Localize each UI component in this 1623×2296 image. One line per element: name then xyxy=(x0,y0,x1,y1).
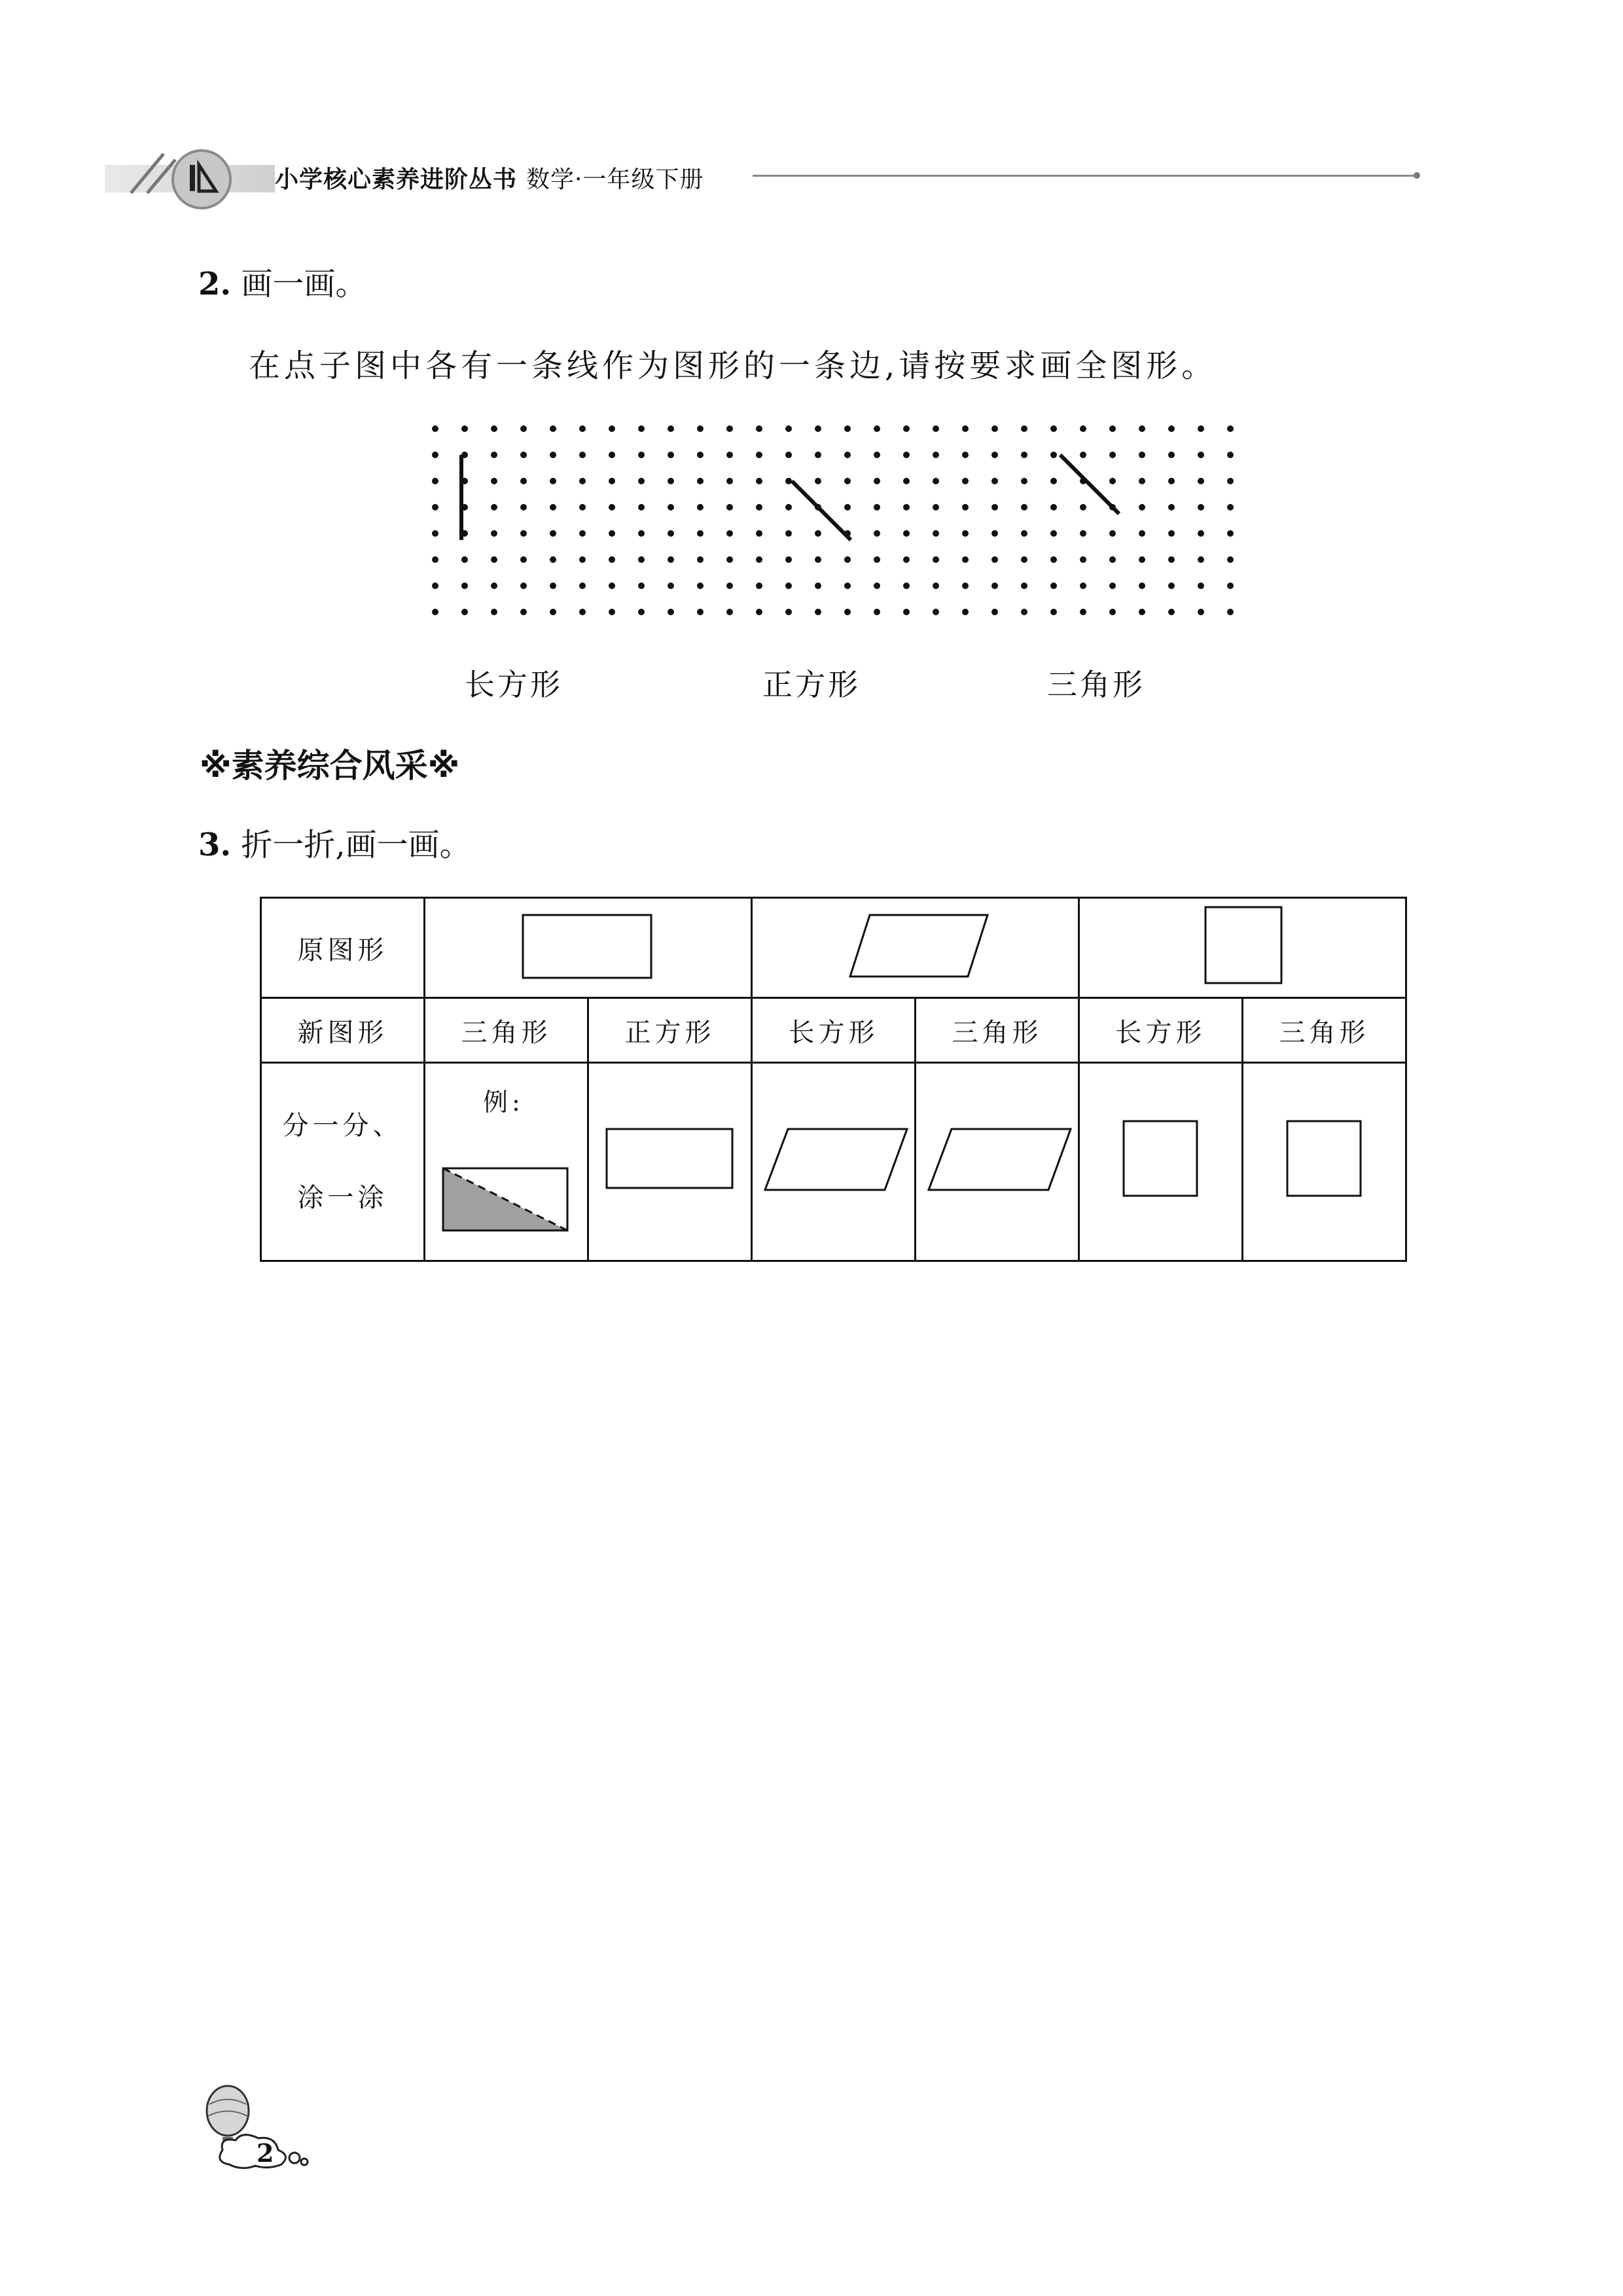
grid-dot xyxy=(697,504,704,511)
grid-dot xyxy=(815,530,821,537)
grid-dot xyxy=(844,556,851,563)
grid-dot xyxy=(726,556,733,563)
grid-dot xyxy=(815,556,821,563)
grid-dot xyxy=(491,425,497,432)
grid-dot xyxy=(1080,504,1086,511)
grid-dot xyxy=(432,609,438,615)
grid-dot xyxy=(579,452,586,458)
grid-dot xyxy=(903,556,910,563)
grid-dot xyxy=(933,556,939,563)
q2-number: 2. xyxy=(198,266,232,302)
square-shape xyxy=(1118,1116,1204,1201)
subject-name: 数学·一年级下册 xyxy=(526,166,704,193)
grid-dot xyxy=(550,425,556,432)
grid-dot xyxy=(815,452,821,458)
grid-dot xyxy=(756,583,762,589)
grid-dot xyxy=(874,504,880,511)
grid-dot xyxy=(903,504,910,511)
grid-dot xyxy=(668,452,674,458)
grid-dot xyxy=(638,425,645,432)
grid-dot xyxy=(785,478,792,484)
grid-dot xyxy=(491,609,497,615)
fold-draw-table xyxy=(260,897,1407,1262)
grid-dot xyxy=(1050,425,1057,432)
new-shape-label: 长方形 xyxy=(752,998,916,1063)
grid-dot xyxy=(903,530,910,537)
grid-dot xyxy=(579,556,586,563)
grid-dot xyxy=(579,609,586,615)
grid-dot xyxy=(933,425,939,432)
square-given-edge xyxy=(792,481,851,540)
grid-dot xyxy=(815,583,821,589)
parallelogram-shape xyxy=(837,908,994,980)
grid-dot xyxy=(579,504,586,511)
grid-dot xyxy=(668,583,674,589)
grid-dot xyxy=(874,530,880,537)
grid-dot xyxy=(550,504,556,511)
grid-dot xyxy=(638,452,645,458)
grid-dot xyxy=(844,425,851,432)
grid-dot xyxy=(756,425,762,432)
grid-dot xyxy=(491,556,497,563)
grid-dot xyxy=(1050,478,1057,484)
grid-dot xyxy=(520,504,527,511)
grid-dot xyxy=(815,425,821,432)
original-parallelogram-cell xyxy=(752,898,1079,998)
new-shape-label: 三角形 xyxy=(1243,998,1406,1063)
grid-dot xyxy=(756,609,762,615)
grid-dot xyxy=(1021,478,1027,484)
square-shape xyxy=(1200,902,1285,987)
grid-dot xyxy=(697,609,704,615)
grid-dot xyxy=(844,478,851,484)
grid-dot xyxy=(520,583,527,589)
grid-dot xyxy=(668,504,674,511)
caption-rectangle: 长方形 xyxy=(465,667,563,702)
grid-dot xyxy=(1168,504,1175,511)
grid-dot xyxy=(1109,530,1116,537)
grid-dot xyxy=(933,452,939,458)
grid-dot xyxy=(1050,530,1057,537)
grid-dot xyxy=(668,478,674,484)
grid-dot xyxy=(1109,452,1116,458)
grid-dot xyxy=(756,556,762,563)
grid-dot xyxy=(785,452,792,458)
grid-dot xyxy=(1080,583,1086,589)
grid-dot xyxy=(638,609,645,615)
grid-dot xyxy=(1198,530,1204,537)
table-row xyxy=(261,898,1406,998)
header-stripes-icon xyxy=(124,151,177,196)
grid-dot xyxy=(962,609,969,615)
grid-dot xyxy=(550,530,556,537)
grid-dot xyxy=(962,452,969,458)
square-shape xyxy=(1282,1116,1367,1201)
grid-dot xyxy=(579,425,586,432)
grid-dot xyxy=(903,583,910,589)
grid-dot xyxy=(697,556,704,563)
grid-dot xyxy=(844,452,851,458)
grid-dot xyxy=(1021,504,1027,511)
grid-dot xyxy=(874,609,880,615)
grid-dot xyxy=(1139,556,1145,563)
grid-dot xyxy=(726,425,733,432)
grid-dot xyxy=(962,425,969,432)
grid-dot xyxy=(903,478,910,484)
header-title xyxy=(275,161,704,194)
grid-dot xyxy=(1021,530,1027,537)
grid-dot xyxy=(1021,609,1027,615)
grid-dot xyxy=(785,530,792,537)
grid-dot xyxy=(874,425,880,432)
grid-dot xyxy=(903,609,910,615)
grid-dot xyxy=(1198,504,1204,511)
grid-dot xyxy=(1080,609,1086,615)
grid-dot xyxy=(432,504,438,511)
grid-dot xyxy=(1168,556,1175,563)
grid-dot xyxy=(491,504,497,511)
grid-dot xyxy=(432,583,438,589)
q3-heading xyxy=(198,819,471,865)
grid-dot xyxy=(903,452,910,458)
grid-dot xyxy=(550,452,556,458)
grid-dot xyxy=(1168,609,1175,615)
grid-dot xyxy=(1168,478,1175,484)
grid-dot xyxy=(461,609,468,615)
grid-dot xyxy=(609,425,615,432)
grid-dot xyxy=(668,530,674,537)
example-shaded-rectangle xyxy=(440,1165,577,1237)
grid-dot xyxy=(962,583,969,589)
work-square-cell xyxy=(1079,1063,1243,1261)
grid-dot xyxy=(1050,583,1057,589)
grid-dot xyxy=(1021,452,1027,458)
grid-dot xyxy=(1109,583,1116,589)
grid-dot xyxy=(903,425,910,432)
grid-dot xyxy=(432,478,438,484)
grid-dot xyxy=(520,530,527,537)
example-label: 例: xyxy=(483,1088,524,1117)
grid-dot xyxy=(550,556,556,563)
grid-dot xyxy=(550,583,556,589)
grid-dot xyxy=(933,478,939,484)
grid-dot xyxy=(697,452,704,458)
grid-dot xyxy=(609,530,615,537)
grid-dot xyxy=(844,583,851,589)
grid-dot xyxy=(520,478,527,484)
grid-dot xyxy=(991,452,998,458)
grid-dot xyxy=(638,583,645,589)
grid-dot xyxy=(1168,530,1175,537)
work-parallelogram-cell xyxy=(752,1063,916,1261)
dot-grid xyxy=(419,406,1270,641)
grid-dot xyxy=(550,478,556,484)
grid-dot xyxy=(697,583,704,589)
grid-dot xyxy=(491,452,497,458)
parallelogram-shape xyxy=(919,1119,1076,1198)
grid-dot xyxy=(1080,556,1086,563)
grid-dot xyxy=(609,452,615,458)
row-label-action xyxy=(261,1063,425,1261)
grid-dot xyxy=(785,425,792,432)
grid-dot xyxy=(1109,556,1116,563)
grid-dot xyxy=(991,609,998,615)
grid-dot xyxy=(1080,452,1086,458)
grid-dot xyxy=(1168,583,1175,589)
grid-dot xyxy=(962,504,969,511)
work-square-cell xyxy=(1243,1063,1406,1261)
grid-dot xyxy=(1227,425,1234,432)
work-parallelogram-cell xyxy=(916,1063,1079,1261)
grid-dot xyxy=(520,556,527,563)
grid-dot xyxy=(1139,504,1145,511)
grid-dot xyxy=(1198,478,1204,484)
grid-dot xyxy=(756,530,762,537)
grid-dot xyxy=(726,609,733,615)
grid-dot xyxy=(579,478,586,484)
grid-dot xyxy=(609,478,615,484)
new-shape-label: 长方形 xyxy=(1079,998,1243,1063)
original-square-cell xyxy=(1079,898,1406,998)
section-title: ※素养综合风采※ xyxy=(200,747,460,785)
grid-dot xyxy=(1021,556,1027,563)
grid-dot xyxy=(756,504,762,511)
grid-dot xyxy=(1168,425,1175,432)
caption-square: 正方形 xyxy=(762,667,861,702)
grid-dot xyxy=(1168,452,1175,458)
grid-dot xyxy=(520,609,527,615)
grid-dot xyxy=(1050,609,1057,615)
grid-dot xyxy=(844,609,851,615)
grid-dot xyxy=(726,452,733,458)
header-rule xyxy=(753,175,1417,177)
grid-dot xyxy=(756,452,762,458)
q2-heading xyxy=(198,259,366,304)
rectangle-shape xyxy=(516,908,660,980)
grid-dot xyxy=(491,478,497,484)
grid-dot xyxy=(520,425,527,432)
grid-dot xyxy=(1139,609,1145,615)
grid-dot xyxy=(1227,478,1234,484)
grid-dot xyxy=(1227,452,1234,458)
grid-dot xyxy=(461,425,468,432)
grid-dot xyxy=(844,504,851,511)
grid-dot xyxy=(991,504,998,511)
action-label-line2: 涂一涂 xyxy=(297,1183,388,1213)
grid-dot xyxy=(638,478,645,484)
triangle-given-edge xyxy=(1060,455,1119,514)
grid-dot xyxy=(991,530,998,537)
grid-dot xyxy=(697,478,704,484)
grid-dot xyxy=(815,478,821,484)
grid-dot xyxy=(1198,583,1204,589)
series-logo-icon xyxy=(171,149,232,209)
grid-dot xyxy=(668,425,674,432)
grid-dot xyxy=(785,583,792,589)
grid-dot xyxy=(962,478,969,484)
grid-dot xyxy=(432,425,438,432)
grid-dot xyxy=(1109,425,1116,432)
grid-dot xyxy=(874,452,880,458)
caption-triangle: 三角形 xyxy=(1047,667,1145,702)
example-cell xyxy=(425,1063,588,1261)
grid-dot xyxy=(579,530,586,537)
row-label-original: 原图形 xyxy=(261,898,425,998)
grid-dot xyxy=(1109,478,1116,484)
table-row xyxy=(261,998,1406,1063)
parallelogram-shape xyxy=(755,1119,912,1198)
grid-dot xyxy=(697,530,704,537)
rectangle-shape xyxy=(601,1122,739,1194)
grid-dot xyxy=(609,556,615,563)
new-shape-label: 正方形 xyxy=(588,998,752,1063)
grid-dot xyxy=(933,583,939,589)
grid-dot xyxy=(1139,583,1145,589)
action-label-line1: 分一分、 xyxy=(282,1111,403,1141)
grid-dot xyxy=(815,609,821,615)
grid-dot xyxy=(785,609,792,615)
grid-dot xyxy=(609,504,615,511)
header-rule-dot xyxy=(1414,172,1420,179)
series-name: 小学核心素养进阶丛书 xyxy=(275,166,518,193)
grid-dot xyxy=(1109,609,1116,615)
grid-dot xyxy=(785,556,792,563)
grid-dot xyxy=(668,556,674,563)
grid-dot xyxy=(962,530,969,537)
grid-dot xyxy=(726,504,733,511)
grid-dot xyxy=(432,556,438,563)
grid-dot xyxy=(1050,504,1057,511)
grid-dot xyxy=(991,425,998,432)
grid-dot xyxy=(1227,609,1234,615)
grid-dot xyxy=(579,583,586,589)
grid-dot xyxy=(609,583,615,589)
grid-dot xyxy=(991,478,998,484)
grid-dot xyxy=(638,504,645,511)
grid-dot xyxy=(933,530,939,537)
grid-dot xyxy=(756,478,762,484)
grid-dot xyxy=(1021,425,1027,432)
grid-dot xyxy=(991,556,998,563)
grid-dot xyxy=(1139,530,1145,537)
grid-dot xyxy=(1198,556,1204,563)
grid-dot xyxy=(1050,452,1057,458)
q2-instruction: 在点子图中各有一条线作为图形的一条边,请按要求画全图形。 xyxy=(249,348,1217,384)
table-row xyxy=(261,1063,1406,1261)
grid-dot xyxy=(1139,425,1145,432)
original-rectangle-cell xyxy=(425,898,752,998)
grid-dot xyxy=(726,583,733,589)
grid-dot xyxy=(1227,583,1234,589)
grid-dot xyxy=(726,530,733,537)
grid-dot xyxy=(1227,556,1234,563)
grid-dot xyxy=(1198,452,1204,458)
grid-dot xyxy=(1021,583,1027,589)
grid-dot xyxy=(520,452,527,458)
q3-title: 折一折,画一画。 xyxy=(241,827,471,863)
grid-dot xyxy=(785,504,792,511)
grid-dot xyxy=(1139,478,1145,484)
grid-dot xyxy=(933,504,939,511)
grid-dot xyxy=(1080,425,1086,432)
grid-dot xyxy=(550,609,556,615)
q2-title: 画一画。 xyxy=(241,266,367,302)
grid-dot xyxy=(1139,452,1145,458)
grid-dot xyxy=(1050,556,1057,563)
grid-dot xyxy=(874,556,880,563)
grid-dot xyxy=(461,583,468,589)
grid-dot xyxy=(491,530,497,537)
grid-dot xyxy=(991,583,998,589)
grid-dot xyxy=(668,609,674,615)
new-shape-label: 三角形 xyxy=(425,998,588,1063)
grid-dot xyxy=(874,583,880,589)
grid-dot xyxy=(432,530,438,537)
grid-dot xyxy=(491,583,497,589)
grid-dot xyxy=(1198,425,1204,432)
grid-dot xyxy=(1080,530,1086,537)
grid-dot xyxy=(1227,530,1234,537)
work-rectangle-cell xyxy=(588,1063,752,1261)
grid-dot xyxy=(609,609,615,615)
grid-dot xyxy=(1227,504,1234,511)
grid-dot xyxy=(432,452,438,458)
grid-dot xyxy=(933,609,939,615)
grid-dot xyxy=(1198,609,1204,615)
page-number-badge xyxy=(196,2085,327,2172)
grid-dot xyxy=(697,425,704,432)
row-label-new-shape: 新图形 xyxy=(261,998,425,1063)
grid-dot xyxy=(874,478,880,484)
grid-dot xyxy=(638,530,645,537)
page-number: 2 xyxy=(257,2138,274,2168)
grid-dot xyxy=(726,478,733,484)
grid-dot xyxy=(461,556,468,563)
grid-dot xyxy=(962,556,969,563)
new-shape-label: 三角形 xyxy=(916,998,1079,1063)
grid-dot xyxy=(638,556,645,563)
q3-number: 3. xyxy=(198,827,232,863)
